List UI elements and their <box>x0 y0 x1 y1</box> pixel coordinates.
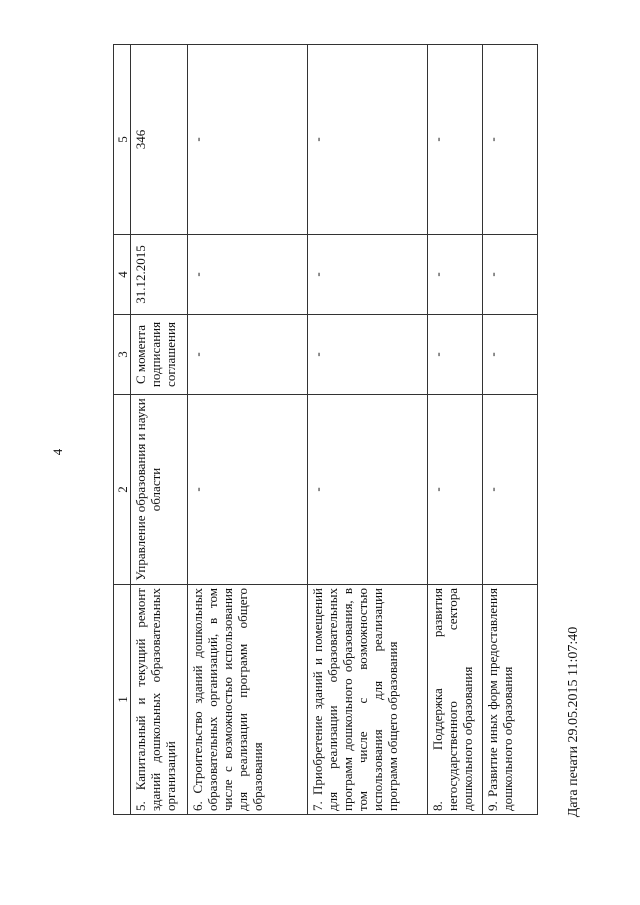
start-date-cell: - <box>188 315 308 395</box>
measure-name-cell: 6. Строительство зданий дошкольных образовательных организаций, в том числе с возможностью использования для реализации программ общего образования <box>188 585 308 815</box>
column-header: 1 <box>114 585 131 815</box>
value-cell: - <box>188 45 308 235</box>
responsible-cell: - <box>483 395 538 585</box>
column-header: 5 <box>114 45 131 235</box>
responsible-cell: - <box>428 395 483 585</box>
print-date: Дата печати 29.05.2015 11:07:40 <box>566 626 581 818</box>
rotated-table-container <box>113 45 533 815</box>
value-cell: - <box>483 45 538 235</box>
measure-name-cell: 9. Развитие иных форм предоставления дошкольного образования <box>483 585 538 815</box>
column-header: 3 <box>114 315 131 395</box>
responsible-cell: Управление образования и науки области <box>131 395 188 585</box>
end-date-cell: - <box>428 235 483 315</box>
responsible-cell: - <box>188 395 308 585</box>
value-cell: - <box>308 45 428 235</box>
table-row <box>131 45 188 815</box>
end-date-cell: - <box>188 235 308 315</box>
table-row <box>428 45 483 815</box>
end-date-cell: - <box>308 235 428 315</box>
start-date-cell: - <box>308 315 428 395</box>
end-date-cell: 31.12.2015 <box>131 235 188 315</box>
measures-table <box>113 44 538 815</box>
start-date-cell: С момента подписания соглашения <box>131 315 188 395</box>
measure-name-cell: 8. Поддержка развития негосударственного сектора дошкольного образования <box>428 585 483 815</box>
value-cell: 346 <box>131 45 188 235</box>
measure-name-cell: 5. Капитальный и текущий ремонт зданий дошкольных образовательных организаций <box>131 585 188 815</box>
end-date-cell: - <box>483 235 538 315</box>
table-row <box>188 45 308 815</box>
table-header-row <box>114 45 131 815</box>
page-number: 4 <box>50 448 65 456</box>
responsible-cell: - <box>308 395 428 585</box>
start-date-cell: - <box>483 315 538 395</box>
column-header: 2 <box>114 395 131 585</box>
start-date-cell: - <box>428 315 483 395</box>
table-row <box>483 45 538 815</box>
column-header: 4 <box>114 235 131 315</box>
table-row <box>308 45 428 815</box>
measure-name-cell: 7. Приобретение зданий и помещений для реализации образовательных программ дошкольного образования, в том числе с возможностью использования для реализации программ общего образования <box>308 585 428 815</box>
value-cell: - <box>428 45 483 235</box>
